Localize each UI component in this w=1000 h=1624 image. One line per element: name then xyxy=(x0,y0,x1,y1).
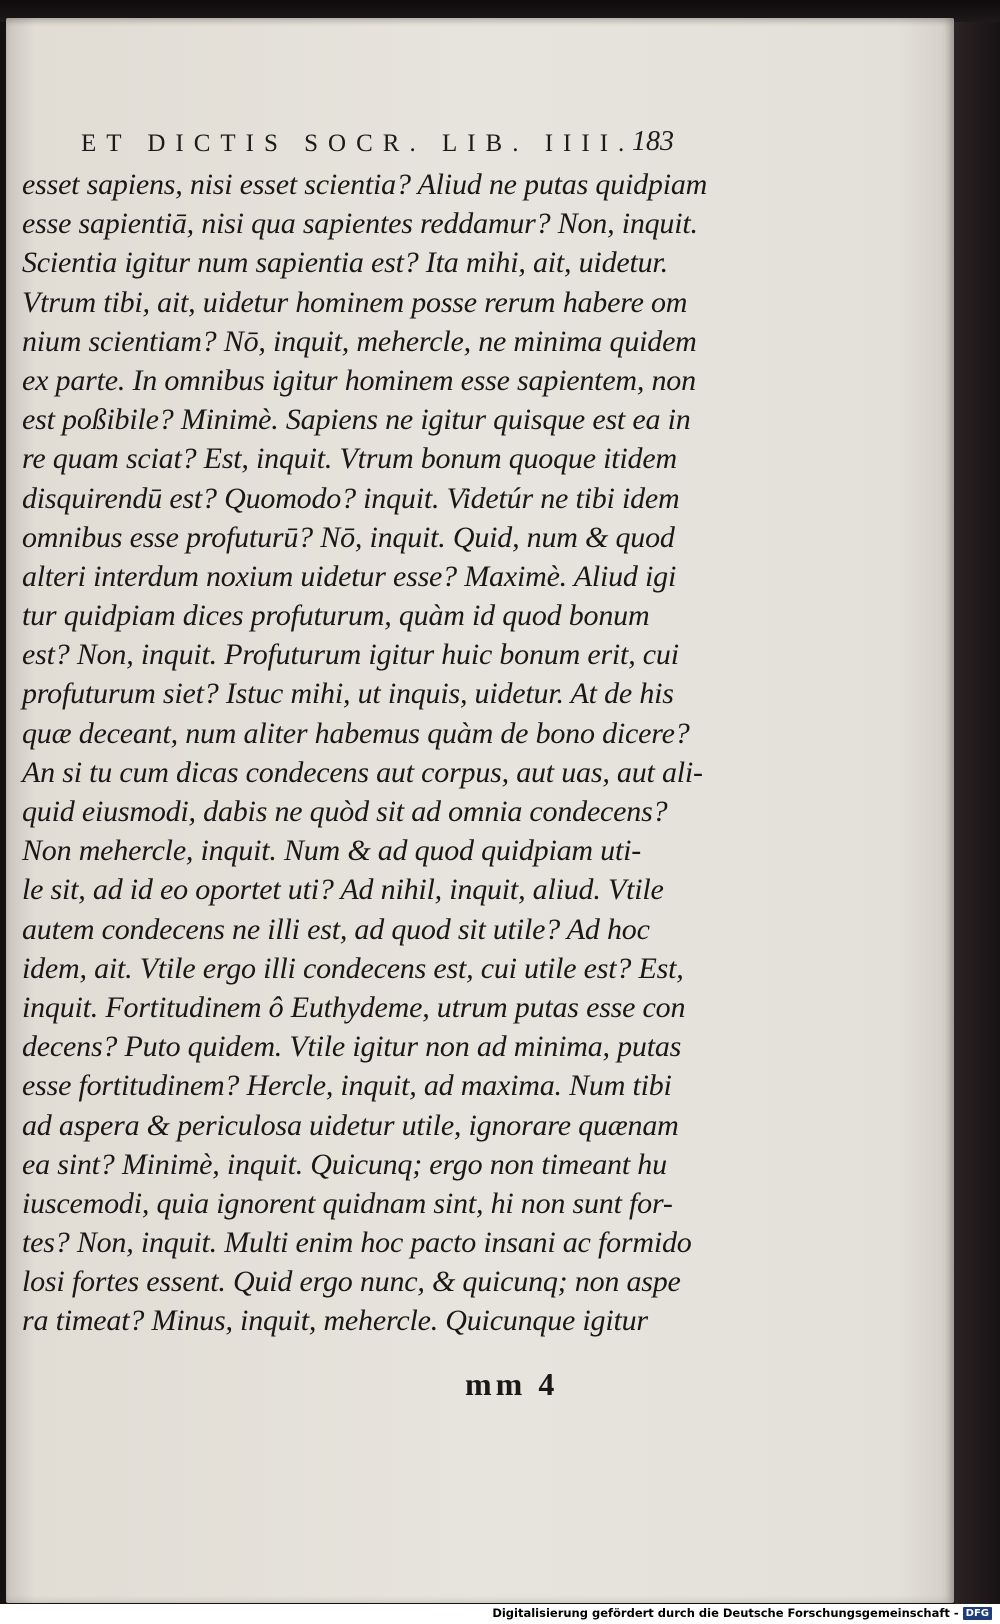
page-number: 183 xyxy=(632,126,674,157)
text-line: est? Non, inquit. Profuturum igitur huic bonum erit, cui xyxy=(22,638,679,672)
text-line: Scientia igitur num sapientia est? Ita mihi, ait, uidetur. xyxy=(22,246,668,280)
text-line: ea sint? Minimè, inquit. Quicunq; ergo non timeant hu xyxy=(22,1147,667,1181)
text-line: ex parte. In omnibus igitur hominem esse sapientem, non xyxy=(22,363,696,397)
signature-mark: mm 4 xyxy=(465,1366,559,1402)
text-line: Vtrum tibi, ait, uidetur hominem posse rerum habere om xyxy=(22,285,688,319)
text-line: quæ deceant, num aliter habemus quàm de bono dicere? xyxy=(22,716,690,750)
text-line: losi fortes essent. Quid ergo nunc, & quicunq; non aspe xyxy=(22,1265,681,1299)
text-line: re quam sciat? Est, inquit. Vtrum bonum quoque itidem xyxy=(22,442,677,476)
text-line: disquirendū est? Quomodo? inquit. Videtúr ne tibi idem xyxy=(22,481,680,515)
running-head: ET DICTIS SOCR. LIB. IIII. xyxy=(81,130,635,157)
dfg-logo-icon: DFG xyxy=(963,1607,992,1620)
text-line: ad aspera & periculosa uidetur utile, ignorare quænam xyxy=(22,1108,679,1142)
text-line: esse fortitudinem? Hercle, inquit, ad maxima. Num tibi xyxy=(22,1069,672,1103)
credit-text: Digitalisierung gefördert durch die Deutsche Forschungsgemeinschaft - xyxy=(492,1606,959,1620)
text-line: idem, ait. Vtile ergo illi condecens est, cui utile est? Est, xyxy=(22,951,684,985)
text-line: An si tu cum dicas condecens aut corpus, aut uas, aut ali- xyxy=(22,755,703,789)
text-line: inquit. Fortitudinem ô Euthydeme, utrum putas esse con xyxy=(22,990,686,1024)
digitization-credit xyxy=(492,1606,992,1620)
text-line: nium scientiam? Nō, inquit, mehercle, ne minima quidem xyxy=(22,324,697,358)
text-line: esset sapiens, nisi esset scientia? Aliud ne putas quidpiam xyxy=(22,168,708,201)
text-line: alteri interdum noxium uidetur esse? Maximè. Aliud igi xyxy=(22,559,677,593)
text-line: omnibus esse profuturū? Nō, inquit. Quid, num & quod xyxy=(22,520,675,554)
scan-background-edge xyxy=(954,22,1000,1604)
text-line: quid eiusmodi, dabis ne quòd sit ad omnia condecens? xyxy=(22,795,668,828)
body-text xyxy=(22,165,708,1341)
text-line: autem condecens ne illi est, ad quod sit utile? Ad hoc xyxy=(22,912,650,946)
text-line: Non mehercle, inquit. Num & ad quod quidpiam uti- xyxy=(22,834,642,868)
text-line: esse sapientiā, nisi qua sapientes reddamur? Non, inquit. xyxy=(22,207,698,241)
text-line: ra timeat? Minus, inquit, mehercle. Quicunque igitur xyxy=(22,1304,648,1338)
text-line: decens? Puto quidem. Vtile igitur non ad minima, putas xyxy=(22,1030,682,1064)
book-page xyxy=(6,18,954,1603)
text-line: tur quidpiam dices profuturum, quàm id quod bonum xyxy=(22,599,650,633)
text-line: iuscemodi, quia ignorent quidnam sint, hi non sunt for- xyxy=(22,1186,673,1220)
text-line: profuturum siet? Istuc mihi, ut inquis, uidetur. At de his xyxy=(22,677,674,711)
text-line: le sit, ad id eo oportet uti? Ad nihil, inquit, aliud. Vtile xyxy=(22,873,664,907)
text-line: tes? Non, inquit. Multi enim hoc pacto insani ac formido xyxy=(22,1226,692,1260)
text-line: est poßibile? Minimè. Sapiens ne igitur quisque est ea in xyxy=(22,403,691,437)
